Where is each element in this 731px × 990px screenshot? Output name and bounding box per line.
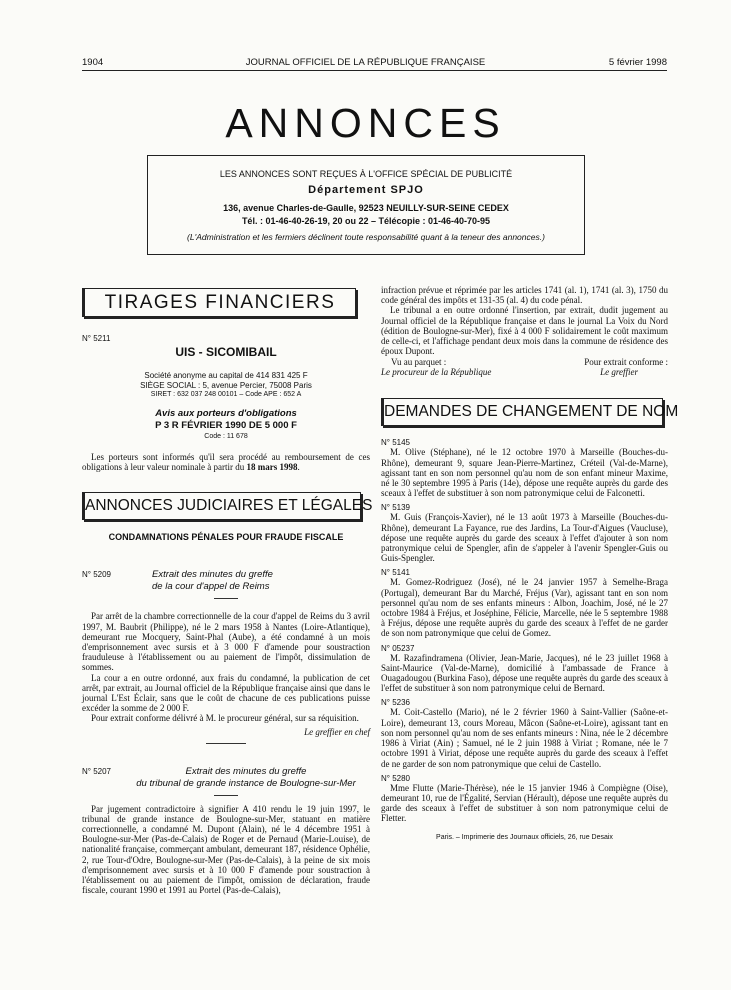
right-column: [381, 285, 679, 841]
list-item: [381, 698, 668, 768]
article-5207-p1: Par jugement contradictoire à signifier A 410 rendu le 19 juin 1997, le tribunal de grande instance de Boulogne-sur-Mer, statuant en matière correctionnelle, a condamné M. Dupont (Alain), né le 4 décembre 1951 à Boulogne-sur-Mer (Pas-de-Calais) de Roger et de Pernaud (Marie-Louise), de nationalité française, commerçant ambulant, demeurant 187, résidence Ophélie, 2, rue Tour-d'Odre, Boulogne-sur-Mer (Pas-de-Calais), à la peine de six mois d'emprisonnement avec sursis et à 10 000 F d'amende pour soustraction à l'établissement ou au paiement de l'impôt, omission de déclaration, fraude fiscale, courant 1990 et 1991 au Portel (Pas-de-Calais),: [82, 803, 370, 896]
tirages-siege: SIÈGE SOCIAL : 5, avenue Percier, 75008 Paris: [140, 381, 312, 390]
article-5209-p2: La cour a en outre ordonné, aux frais du condamné, la publication de cet arrêt, par extrait, au Journal officiel de la République française ainsi que dans le journal L'Est Éclair, sans que le coût de chacune de ces publications puisse excéder la somme de 2 000 F.: [82, 672, 370, 714]
article-5209-p3: Pour extrait conforme délivré à M. le procureur général, sur sa réquisition.: [91, 713, 359, 724]
tirages-emprunt: P 3 R FÉVRIER 1990 DE 5 000 F: [155, 420, 297, 431]
page-title: ANNONCES: [225, 100, 506, 146]
tirages-avis: Avis aux porteurs d'obligations: [155, 408, 297, 419]
separator: [214, 598, 238, 599]
entry-number: N° 05237: [381, 643, 415, 653]
article-5209-number: N° 5209: [82, 570, 111, 580]
tirages-body: Les porteurs sont informés qu'il sera procédé au remboursement de ces obligations à leur valeur nominale à partir du 18 mars 1998.: [82, 452, 370, 473]
notice-disclaimer: (L'Administration et les fermiers déclinent toute responsabilité quant à la teneur des annonces.): [187, 232, 545, 242]
demandes-heading: DEMANDES DE CHANGEMENT DE NOM: [381, 398, 663, 426]
entry-number: N° 5236: [381, 698, 410, 708]
article-5209-header: [82, 569, 370, 595]
entry-text: M. Guis (François-Xavier), né le 13 août 1973 à Marseille (Bouches-du-Rhône), demeurant La Fayance, rue des Jardins, La Tour-d'Aigues (Vaucluse), dépose une requête auprès du garde des sceaux à l'effet d'ajouter à son nom patronymique celui de Spengler, afin de s'appeler à l'avenir Spengler-Guis ou Guis-Spengler.: [381, 512, 668, 564]
page-number: 1904: [82, 57, 104, 68]
list-item: [381, 503, 668, 563]
tirages-company: UIS - SICOMIBAIL: [175, 345, 277, 359]
list-item: [381, 568, 668, 638]
entry-text: M. Olive (Stéphane), né le 12 octobre 1970 à Marseille (Bouches-du-Rhône), demeurant 9, square Jean-Pierre-Martinez, Créteil (Val-de-Marne), agissant tant en son nom personnel qu'au nom de son enfant mineur Maxime, né le 30 septembre 1995 à Paris (14e), dépose une requête auprès du garde des sceaux à l'effet de substituer à son nom patronymique celui de Falconetti.: [381, 447, 668, 499]
article-5207-p3: Le tribunal a en outre ordonné l'insertion, par extrait, dudit jugement au Journal officiel de la République française et dans le journal La Voix du Nord (édition de Boulogne-sur-Mer), fixé à 4 000 F solidairement le coût maximum de celle-ci, et l'affichage pendant deux mois dans la commune de résidence des époux Dupont.: [381, 305, 668, 357]
header-rule: [82, 70, 667, 71]
list-item: [381, 774, 668, 824]
list-item: [381, 438, 668, 498]
imprint-footer: Paris. – Imprimerie des Journaux officiels, 26, rue Desaix: [436, 833, 613, 841]
entry-text: M. Razafindramena (Olivier, Jean-Marie, Jacques), né le 23 juillet 1968 à Saint-Maurice (Val-de-Marne), domicilié à l'ambassade de France à Ouagadougou (Burkina Faso), dépose une requête auprès du garde des sceaux à l'effet de substituer à son nom patronymique celui de Bernard.: [381, 652, 668, 694]
article-5209-p1: Par arrêt de la chambre correctionnelle de la cour d'appel de Reims du 3 avril 1997, M. Baubrit (Philippe), né le 2 mars 1958 à Nantes (Loire-Atlantique), demeurant rue Mocquery, Saint-Phal (Aube), a été condamné à un mois d'emprisonnement avec sursis et à 3 000 F d'amende pour soustraction frauduleuse à l'établissement ou au paiement de l'impôt, dissimulation de sommes.: [82, 611, 370, 673]
vu-au-parquet: Vu au parquet :: [391, 357, 447, 368]
demandes-list: [381, 438, 668, 823]
list-item: [381, 644, 668, 694]
judiciaires-subheading: CONDAMNATIONS PÉNALES POUR FRAUDE FISCALE: [108, 532, 344, 543]
tirages-number: N° 5211: [82, 334, 111, 343]
article-5207-p2: infraction prévue et réprimée par les articles 1741 (al. 1), 1741 (al. 3), 1750 du code général des impôts et 131-35 (al. 4) du code pénal.: [381, 285, 668, 306]
left-column: [82, 288, 373, 896]
tirages-siret: SIRET : 632 037 248 00101 – Code APE : 652 A: [150, 391, 302, 398]
journal-title: JOURNAL OFFICIEL DE LA RÉPUBLIQUE FRANÇAISE: [245, 57, 486, 68]
article-5207-signatures-2: [381, 367, 668, 377]
article-5207-signatures-1: [381, 357, 668, 367]
article-5207-number: N° 5207: [82, 766, 111, 776]
procureur: Le procureur de la République: [381, 367, 492, 378]
entry-number: N° 5141: [381, 568, 410, 578]
extrait-conforme: Pour extrait conforme :: [584, 357, 668, 368]
notice-line-1: LES ANNONCES SONT REÇUES À L'OFFICE SPÉCIAL DE PUBLICITÉ: [219, 169, 513, 179]
issue-date: 5 février 1998: [608, 57, 667, 68]
entry-number: N° 5139: [381, 503, 410, 513]
entry-text: M. Coit-Castello (Mario), né le 2 février 1960 à Saint-Vallier (Saône-et-Loire), demeurant 13, cours Moreau, Mâcon (Saône-et-Loire), agissant tant en son nom personnel qu'au nom de ses enfants mineurs : Nina, née le 2 décembre 1986 à Viriat (Ain) ; Samuel, né le 2 juin 1988 à Viriat ; Romane, née le 7 octobre 1991 à Viriat, dépose une requête auprès du garde des sceaux à l'effet de ne garder de son nom patronymique que celui de Castello.: [381, 707, 668, 769]
greffier: Le greffier: [600, 367, 638, 378]
notice-box: [147, 155, 585, 255]
entry-text: M. Gomez-Rodriguez (José), né le 24 janvier 1957 à Semelhe-Braga (Portugal), demeurant Bar du Marché, Fréjus (Var), agissant tant en son nom personnel qu'au nom de ses enfants mineurs : Albon, Joachim, José, né le 27 octobre 1984 à Fréjus, et Joséphine, Félicie, Marcelle, née le 5 septembre 1988 à Fréjus, dépose une requête auprès du garde des sceaux à l'effet de ne garder de son nom patronymique que celui de Gomez.: [381, 577, 668, 639]
article-5209-signature: Le greffier en chef: [304, 726, 370, 737]
separator: [206, 743, 246, 744]
tirages-capital: Société anonyme au capital de 414 831 425 F: [144, 371, 308, 380]
notice-address: 136, avenue Charles-de-Gaulle, 92523 NEUILLY-SUR-SEINE CEDEX: [223, 203, 509, 213]
entry-number: N° 5145: [381, 438, 410, 448]
tirages-heading: TIRAGES FINANCIERS: [82, 288, 356, 317]
judiciaires-heading: ANNONCES JUDICIAIRES ET LÉGALES: [82, 492, 361, 520]
separator: [214, 795, 238, 796]
notice-phone: Tél. : 01-46-40-26-19, 20 ou 22 – Télécopie : 01-46-40-70-95: [241, 216, 491, 226]
notice-department: Département SPJO: [308, 184, 424, 196]
entry-number: N° 5280: [381, 773, 410, 783]
entry-text: Mme Flutte (Marie-Thérèse), née le 15 janvier 1946 à Compiègne (Oise), demeurant 10, rue de l'Égalité, Servian (Hérault), dépose une requête auprès du garde des sceaux à l'effet de substituer à son nom patronymique celui de Fletter.: [381, 782, 668, 824]
article-5207-header: [82, 766, 370, 792]
tirages-code: Code : 11 678: [204, 433, 248, 440]
article-5207-title: Extrait des minutes du greffe du tribunal de grande instance de Boulogne-sur-Mer: [136, 765, 356, 789]
article-5209-title: Extrait des minutes du greffe de la cour d'appel de Reims: [152, 569, 273, 593]
